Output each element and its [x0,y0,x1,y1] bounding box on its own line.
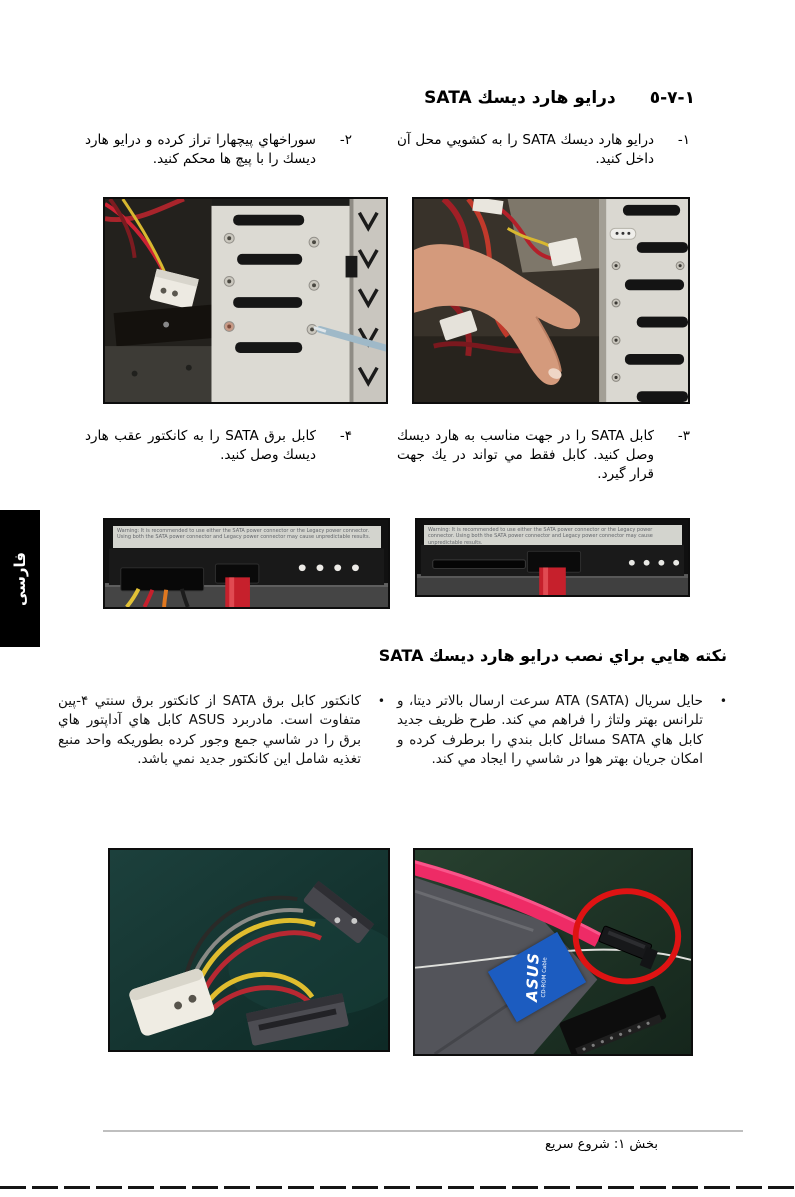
footer-divider [103,1130,743,1132]
drive-cage-panel [211,199,349,402]
photo-insert-drive [412,197,690,404]
step-1 [397,131,690,169]
step-4-number: ۴- [339,428,352,444]
asus-cable-label-text [525,952,549,1002]
bullet-icon: • [377,694,385,708]
photo-sata-power-connection [103,518,390,609]
language-tab-label: فارسی [11,551,29,606]
step-4-text: كابل برق SATA را به كانكتور عقب هارد ديسك وصل كنيد. [85,428,316,463]
tip-bullet-2 [58,692,385,769]
photo-sata-cable-comparison [413,848,693,1056]
step-3 [397,427,690,484]
section-number: ١-٧-٥ [649,88,695,108]
sata-power-slot [433,560,526,569]
photo-secure-screws [103,197,388,404]
tips-heading: نكته هايي براي نصب درايو هارد ديسك SATA [378,646,727,665]
case-interior-illustration [414,199,688,402]
step-2-number: ٢- [339,132,352,148]
warning-label: Warning: It is recommended to use either the SATA power connector or the Legacy power connector. Using both the SATA power connector and Legacy power connector may cause unpredictable results. [113,526,381,548]
tip-2-text: كانكتور كابل برق SATA از كانكتور برق سنتي ۴-پين متفاوت است. مادربرد ASUS كابل هاي آداپتور هاي برق را در شاسي جمع وجور كرده بطوريكه واحد منبع تغذيه شامل اين كانكتور جديد نمي باشد. [58,693,362,767]
language-tab-farsi [0,510,40,647]
photo-sata-data-connection [415,518,690,597]
step-3-text: كابل SATA را در جهت مناسب به هارد ديسك وصل كنيد. كابل فقط مي تواند در يك جهت قرار گيرد. [397,428,654,482]
footer-section-label: بخش ١: شروع سريع [544,1137,658,1152]
power-adapter-illustration [110,850,388,1050]
step-2 [85,131,352,169]
warning-label: Warning: It is recommended to use either the SATA power connector or the Legacy power connector. Using both the SATA power connector and Legacy power connector may cause unpredictable results. [424,525,682,545]
step-3-number: ٣- [677,428,690,444]
section-title-text: درايو هارد ديسك SATA [424,88,616,108]
tip-1-text: حايل سريال ATA (SATA) سرعت ارسال بالاتر ديتا، و تلرانس بهتر ولتاژ را فراهم مي كند. طرح ظريف جديد كابل هاي SATA مسائل كابل بندي را برطرف كرده و امكان جريان بهتر هوا در شاسي را ايجاد مي كند. [397,693,703,767]
step-4 [85,427,352,465]
step-1-text: درايو هارد ديسك SATA را به كشويي محل آن داخل كنيد. [397,132,655,167]
photo-sata-power-adapter [108,848,390,1052]
tip-bullet-1 [397,692,727,769]
hard-disk [105,305,215,402]
drive-cage-illustration [105,199,386,402]
cdrom-cable-text: CD-ROM Cable [541,957,549,998]
step-2-text: سوراخهاي پيچهارا تراز كرده و درايو هارد ديسك را با پيچ ها محكم كنيد. [85,132,316,167]
drive-cage-panel [599,199,688,402]
bullet-icon: • [719,694,727,708]
page-title [424,88,695,108]
clip-rail [346,199,386,402]
page-bottom-dashed-line [0,1186,795,1189]
step-1-number: ١- [677,132,690,148]
asus-logo: ASUS [523,951,543,1002]
